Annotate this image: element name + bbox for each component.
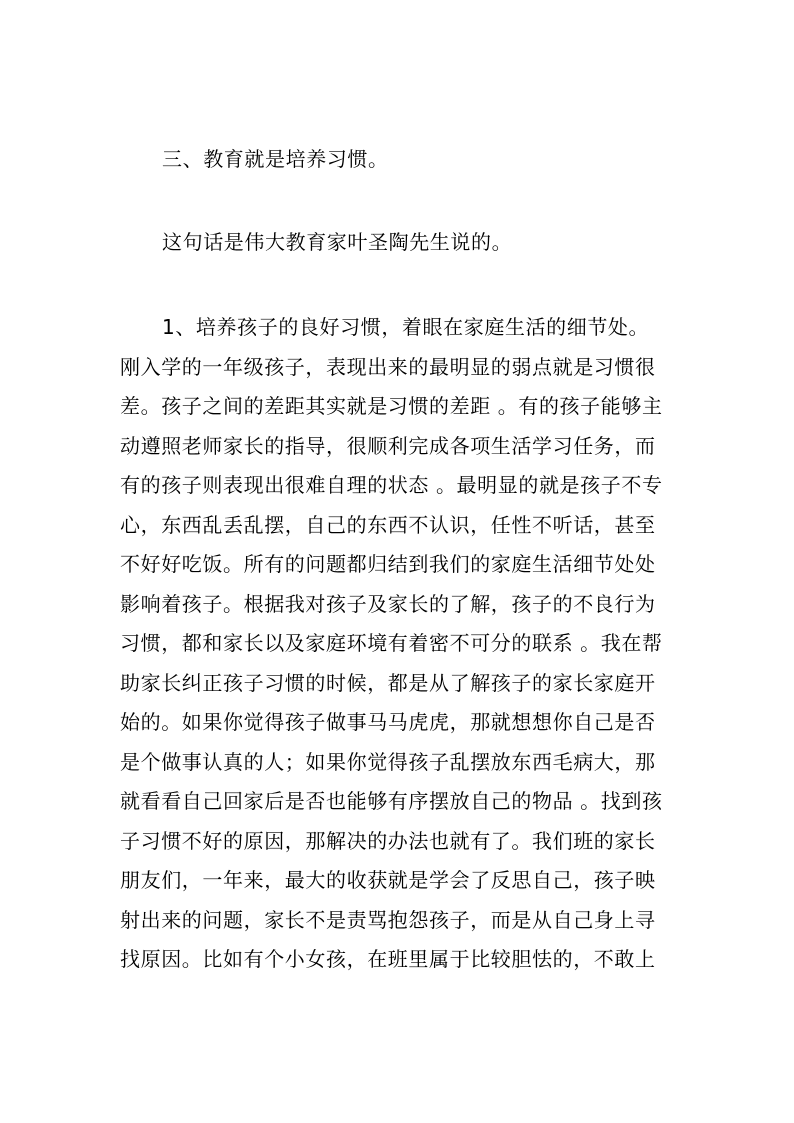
paragraph-line: 刚入学的一年级孩子，表现出来的最明显的弱点就是习惯很 [120, 355, 656, 379]
paragraph-line: 影响着孩子。根据我对孩子及家长的了解，孩子的不良行为 [120, 592, 656, 616]
paragraph-line: 差。孩子之间的差距其实就是习惯的差距 。有的孩子能够主 [120, 394, 663, 418]
paragraph-line: 是个做事认真的人；如果你觉得孩子乱摆放东西毛病大，那 [120, 750, 656, 774]
paragraph-line: 子习惯不好的原因，那解决的办法也就有了。我们班的家长 [120, 829, 656, 853]
paragraph-line: 找原因。比如有个小女孩，在班里属于比较胆怯的，不敢上 [120, 947, 656, 971]
paragraph-line: 朋友们，一年来，最大的收获就是学会了反思自己，孩子映 [120, 868, 656, 892]
paragraph-line: 1、培养孩子的良好习惯，着眼在家庭生活的细节处。 [162, 315, 650, 339]
paragraph-line: 习惯，都和家长以及家庭环境有着密不可分的联系 。我在帮 [120, 631, 663, 655]
paragraph-line: 有的孩子则表现出很难自理的状态 。最明显的就是孩子不专 [120, 473, 663, 497]
paragraph-line: 就看看自己回家后是否也能够有序摆放自己的物品 。找到孩 [120, 789, 663, 813]
paragraph-line: 射出来的问题，家长不是责骂抱怨孩子，而是从自己身上寻 [120, 908, 656, 932]
intro-paragraph: 这句话是伟大教育家叶圣陶先生说的。 [162, 230, 513, 254]
paragraph-line: 不好好吃饭。所有的问题都归结到我们的家庭生活细节处处 [120, 552, 656, 576]
paragraph-line: 始的。如果你觉得孩子做事马马虎虎，那就想想你自己是否 [120, 710, 656, 734]
section-heading: 三、教育就是培养习惯。 [162, 147, 389, 171]
paragraph-line: 助家长纠正孩子习惯的时候，都是从了解孩子的家长家庭开 [120, 671, 656, 695]
paragraph-line: 心，东西乱丢乱摆，自己的东西不认识，任性不听话，甚至 [120, 513, 656, 537]
paragraph-line: 动遵照老师家长的指导，很顺利完成各项生活学习任务，而 [120, 434, 656, 458]
